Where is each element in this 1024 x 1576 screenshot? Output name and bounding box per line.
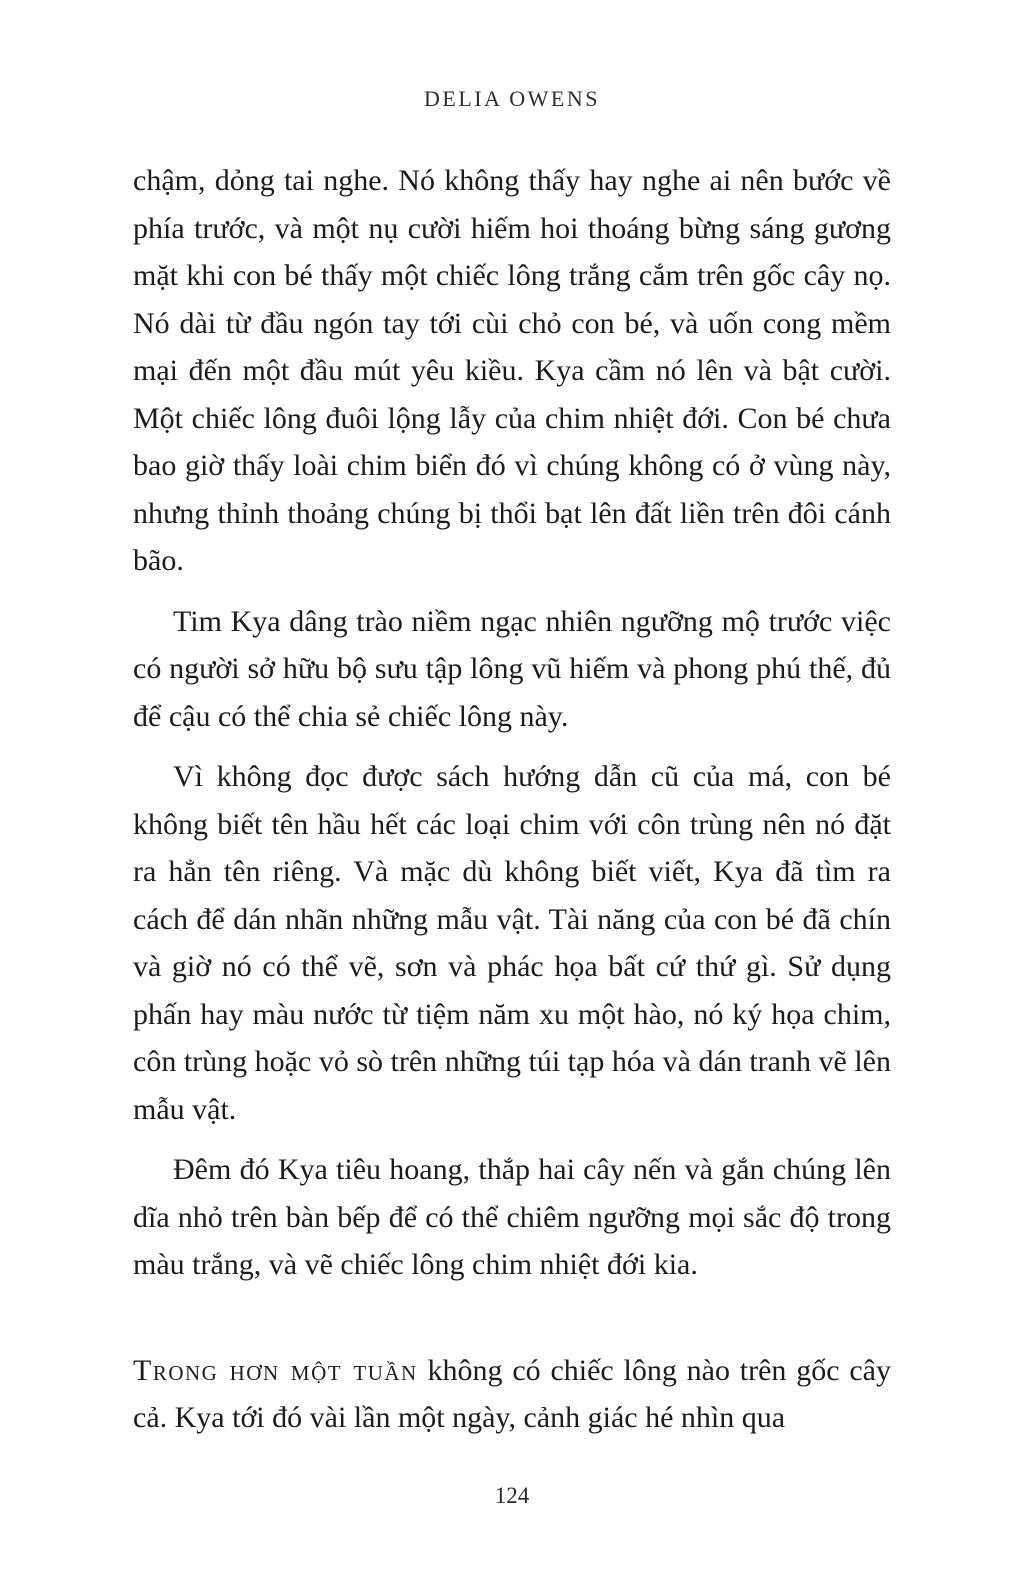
running-header-author: DELIA OWENS <box>424 86 600 111</box>
page-number: 124 <box>494 1483 530 1508</box>
page-body <box>133 157 891 1442</box>
paragraph: Vì không đọc được sách hướng dẫn cũ của má, con bé không biết tên hầu hết các loại chim với côn trùng nên nó đặt ra hẳn tên riêng. Và mặc dù không biết viết, Kya đã tìm ra cách để dán nhãn những mẫu vật. Tài năng của con bé đã chín và giờ nó có thể vẽ, sơn và phác họa bất cứ thứ gì. Sử dụng phấn hay màu nước từ tiệm năm xu một hào, nó ký họa chim, côn trùng hoặc vỏ sò trên những túi tạp hóa và dán tranh vẽ lên mẫu vật. <box>133 760 891 1126</box>
paragraph-continuation: chậm, dỏng tai nghe. Nó không thấy hay nghe ai nên bước về phía trước, và một nụ cười hiếm hoi thoáng bừng sáng gương mặt khi con bé thấy một chiếc lông trắng cắm trên gốc cây nọ. Nó dài từ đầu ngón tay tới cùi chỏ con bé, và uốn cong mềm mại đến một đầu mút yêu kiều. Kya cầm nó lên và bật cười. Một chiếc lông đuôi lộng lẫy của chim nhiệt đới. Con bé chưa bao giờ thấy loài chim biển đó vì chúng không có ở vùng này, nhưng thỉnh thoảng chúng bị thổi bạt lên đất liền trên đôi cánh bão. <box>133 164 891 577</box>
section-lead-smallcaps: Trong hơn một tuần <box>133 1353 418 1387</box>
section-lead-rest: không có chiếc lông nào trên gốc cây cả. Kya tới đó vài lần một ngày, cảnh giác hé nhìn qua <box>133 1353 891 1434</box>
paragraph: Đêm đó Kya tiêu hoang, thắp hai cây nến và gắn chúng lên dĩa nhỏ trên bàn bếp để có thể chiêm ngưỡng mọi sắc độ trong màu trắng, và vẽ chiếc lông chim nhiệt đới kia. <box>133 1153 891 1281</box>
section-opening-paragraph <box>133 1347 891 1442</box>
paragraph: Tim Kya dâng trào niềm ngạc nhiên ngưỡng mộ trước việc có người sở hữu bộ sưu tập lông vũ hiếm và phong phú thế, đủ để cậu có thể chia sẻ chiếc lông này. <box>133 604 891 733</box>
